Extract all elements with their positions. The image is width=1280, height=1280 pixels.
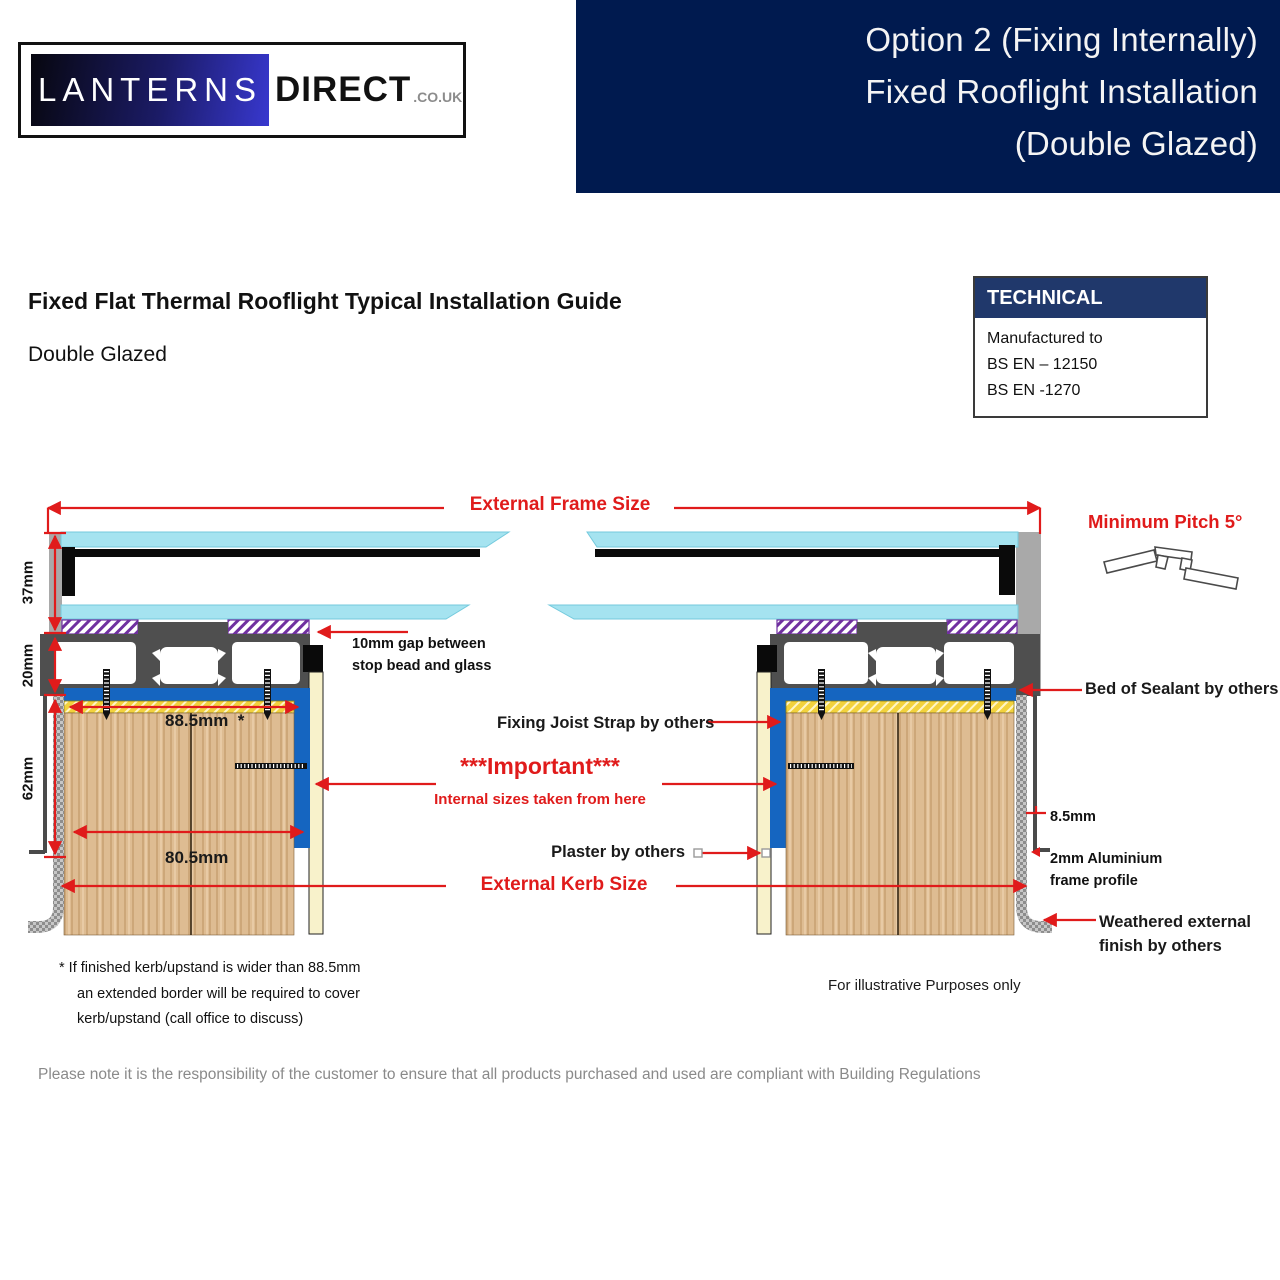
right-packer-hatch-inner — [777, 620, 857, 634]
right-liner-vertical — [770, 696, 786, 848]
right-frame-bridge — [857, 622, 947, 635]
left-inner-glass-pane — [61, 605, 469, 619]
dim-88-5mm: 88.5mm * — [165, 711, 245, 730]
left-liner-vertical — [294, 696, 310, 848]
right-frame-chamber-outer — [944, 642, 1014, 684]
alu-profile-label — [1050, 848, 1162, 892]
right-frame-chamber-thermal — [876, 647, 936, 684]
footnote-line-3: kerb/upstand (call office to discuss) — [77, 1011, 304, 1027]
external-kerb-size-label: External Kerb Size — [480, 874, 648, 895]
right-frame-chamber-inner — [784, 642, 868, 684]
right-timber-kerb — [786, 713, 1014, 935]
left-glass-spacer-bar — [62, 549, 480, 557]
left-frame-chamber-outer — [54, 642, 136, 684]
technical-line-1: Manufactured to — [987, 330, 1103, 347]
external-frame-size-label: External Frame Size — [469, 494, 651, 515]
logo-direct-text: DIRECT — [275, 70, 412, 109]
banner-line-1: Option 2 (Fixing Internally) — [865, 21, 1258, 58]
left-frame-bridge — [138, 622, 228, 635]
right-outer-glass-pane — [587, 532, 1018, 547]
important-label: ***Important*** — [460, 753, 620, 779]
left-section — [28, 532, 509, 935]
gap-note — [352, 633, 491, 677]
screw-icon — [264, 669, 271, 720]
weathered-line-2: finish by others — [1099, 937, 1222, 955]
left-alu-profile-foot — [29, 850, 45, 854]
building-regs-disclaimer: Please note it is the responsibility of the customer to ensure that all products purchased and used are compliant with Building Regulations — [38, 1066, 981, 1083]
technical-line-3: BS EN -1270 — [987, 382, 1081, 399]
left-frame-chamber-thermal — [160, 647, 218, 684]
right-inner-glass-pane — [549, 605, 1018, 619]
left-packer-hatch-outer — [62, 620, 138, 634]
internal-sizes-label: Internal sizes taken from here — [434, 791, 646, 808]
right-stop-bead — [757, 645, 777, 672]
right-weathered-foot — [1016, 870, 1052, 933]
left-timber-kerb — [64, 713, 294, 935]
banner-line-2: Fixed Rooflight Installation — [865, 73, 1258, 110]
left-stop-bead — [303, 645, 323, 672]
technical-box — [973, 276, 1208, 418]
left-weathered-foot — [28, 870, 64, 933]
weathered-line-1: Weathered external — [1099, 913, 1251, 931]
left-liner-horizontal — [64, 688, 310, 701]
weathered-label — [1099, 910, 1251, 958]
right-packer-hatch-outer — [947, 620, 1017, 634]
dim-20mm: 20mm — [19, 643, 37, 688]
dim-8-5mm: 8.5mm — [1050, 809, 1096, 825]
right-glass-spacer-bar — [595, 549, 1000, 557]
technical-heading: TECHNICAL — [975, 278, 1206, 318]
plaster-label: Plaster by others — [551, 843, 685, 861]
page-subtitle: Double Glazed — [28, 343, 167, 366]
dim-62mm: 62mm — [19, 756, 37, 801]
page-title: Fixed Flat Thermal Rooflight Typical Installation Guide — [28, 288, 622, 314]
logo-gradient-panel — [31, 54, 269, 126]
joist-strap-icon — [235, 763, 307, 769]
cross-section-drawing — [0, 490, 1280, 1010]
screw-icon — [818, 669, 825, 720]
alu-profile-line-1: 2mm Aluminium — [1050, 851, 1163, 867]
footnote-line-1: * If finished kerb/upstand is wider than 88.5mm — [59, 960, 361, 976]
right-glass-spacer-vertical — [999, 545, 1015, 595]
right-weathered-finish — [1016, 695, 1027, 873]
technical-line-2: BS EN – 12150 — [987, 356, 1098, 373]
pitch-diagram — [1104, 547, 1238, 589]
logo-lanterns-text: LANTERNS — [37, 71, 263, 108]
screw-icon — [984, 669, 991, 720]
illustrative-note: For illustrative Purposes only — [828, 977, 1021, 994]
left-alu-profile — [43, 695, 47, 853]
left-outer-glass-pane — [61, 532, 509, 547]
joist-strap-icon — [788, 763, 854, 769]
gap-note-line-2: stop bead and glass — [352, 658, 492, 674]
gap-note-line-1: 10mm gap between — [352, 636, 486, 652]
plaster-callout-endpoint — [762, 849, 770, 857]
option-banner — [576, 0, 1280, 193]
dim-80-5mm: 80.5mm — [165, 848, 229, 867]
logo-tld-text: .CO.UK — [413, 89, 463, 105]
screw-icon — [103, 669, 110, 720]
plaster-callout-endpoint — [694, 849, 702, 857]
lanterns-direct-logo — [18, 42, 466, 138]
left-plaster-strip — [309, 672, 323, 934]
joist-strap-label: Fixing Joist Strap by others — [497, 714, 715, 732]
minimum-pitch-label: Minimum Pitch 5° — [1088, 511, 1243, 532]
right-alu-profile — [1033, 695, 1037, 851]
right-plaster-strip — [757, 672, 771, 934]
sealant-label: Bed of Sealant by others — [1085, 680, 1279, 698]
dim-37mm: 37mm — [19, 560, 37, 605]
footnote-line-2: an extended border will be required to cover — [77, 986, 360, 1002]
left-packer-hatch-inner — [228, 620, 309, 634]
right-liner-horizontal — [770, 688, 1016, 701]
alu-profile-line-2: frame profile — [1050, 873, 1138, 889]
banner-line-3: (Double Glazed) — [1014, 125, 1258, 162]
